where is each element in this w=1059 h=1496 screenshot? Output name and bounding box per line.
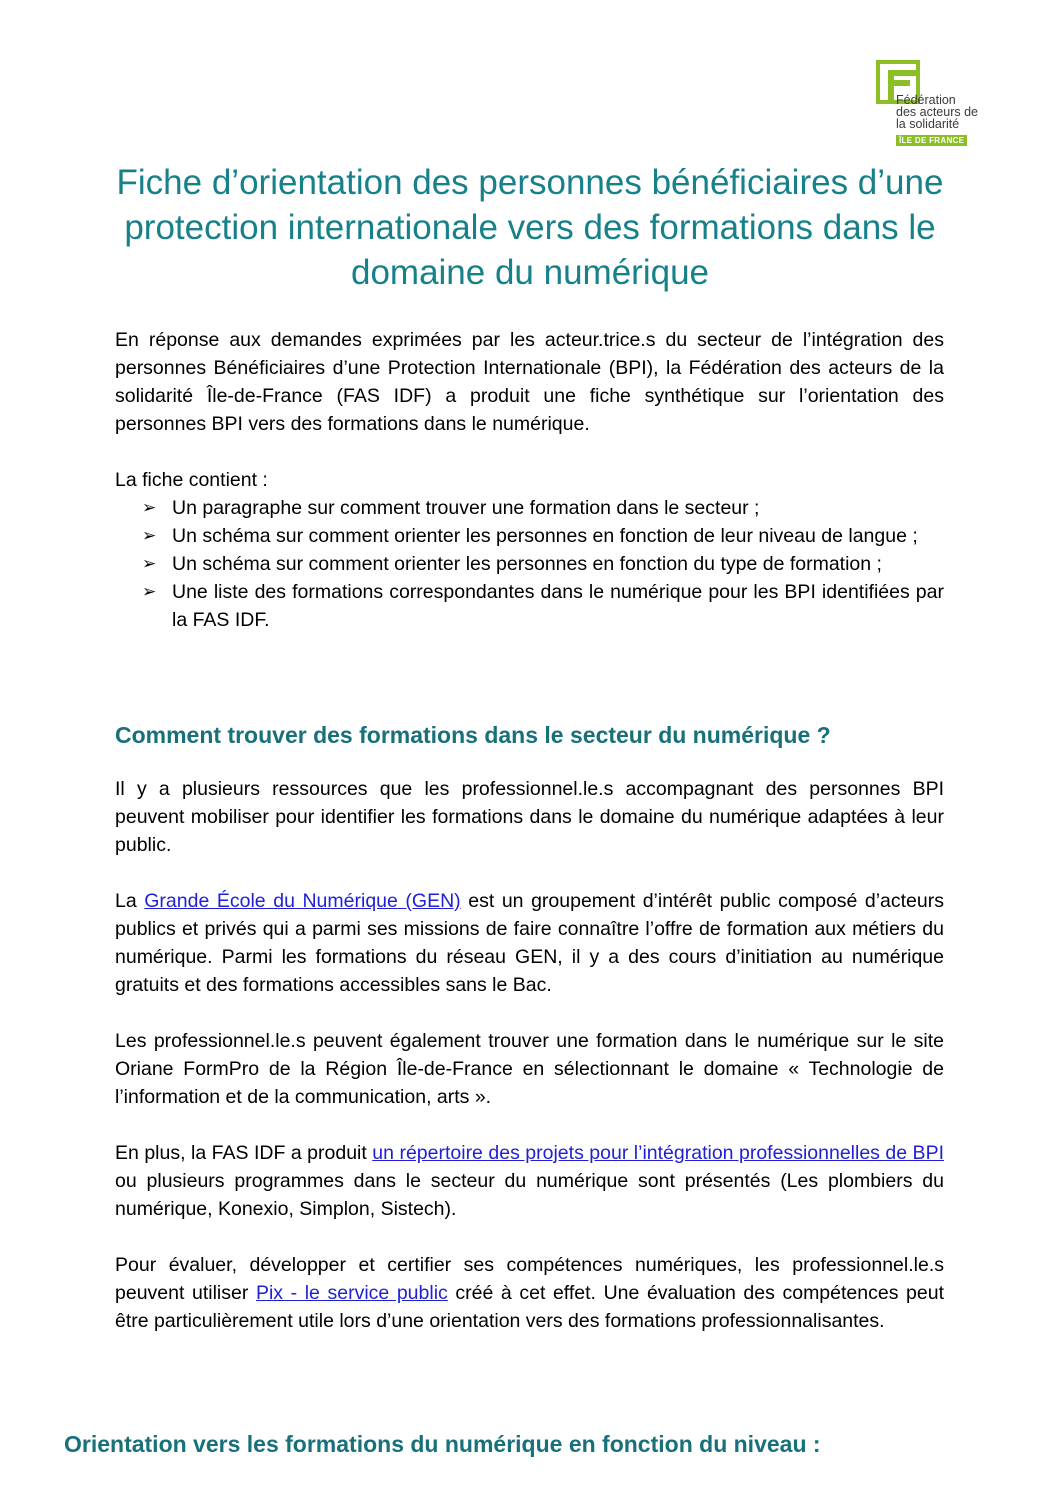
text-fragment: La: [115, 890, 145, 912]
text-fragment: créé à cet effet. Une évaluation des compétences peut être particulièrement utile lors d’une orientation vers des formations professionnalisantes.: [115, 1282, 944, 1332]
logo-line-1: Fédération: [896, 93, 956, 107]
paragraph-repertoire: [115, 1139, 944, 1223]
section-heading-orientation-level: Orientation vers les formations du numérique en fonction du niveau :: [64, 1431, 821, 1457]
section-heading-find-trainings: Comment trouver des formations dans le secteur du numérique ?: [115, 722, 831, 748]
list-item: [115, 494, 944, 522]
logo-line-3: la solidarité: [896, 117, 960, 131]
list-item-text: Une liste des formations correspondantes dans le numérique pour les BPI identifiées par la FAS IDF.: [172, 581, 944, 631]
list-item: [115, 522, 944, 550]
arrow-bullet-icon: ➢: [142, 526, 157, 545]
list-intro: La fiche contient :: [115, 469, 268, 491]
logo-text: [896, 94, 978, 130]
text-fragment: Pour évaluer, développer et certifier ses compétences numériques, les professionnel.le.s peuvent utiliser: [115, 1254, 944, 1304]
arrow-bullet-icon: ➢: [142, 554, 157, 573]
logo-line-2: des acteurs de: [896, 105, 978, 119]
paragraph-pix: [115, 1251, 944, 1335]
contents-list: [115, 494, 944, 634]
text-fragment: ou plusieurs programmes dans le secteur du numérique sont présentés (Les plombiers du numérique, Konexio, Simplon, Sistech).: [115, 1170, 944, 1220]
list-item: [115, 550, 944, 578]
list-item-text: Un schéma sur comment orienter les personnes en fonction de leur niveau de langue ;: [172, 525, 918, 547]
federation-logo: [876, 60, 998, 160]
intro-paragraph: En réponse aux demandes exprimées par les acteur.trice.s du secteur de l’intégration des personnes Bénéficiaires d’une Protection Internationale (BPI), la Fédération des acteurs de la solidarité Île-de-France (FAS IDF) a produit une fiche synthétique sur l’orientation des personnes BPI vers des formations dans le numérique.: [115, 329, 944, 435]
list-item-text: Un paragraphe sur comment trouver une formation dans le secteur ;: [172, 497, 760, 519]
document-title: Fiche d’orientation des personnes bénéficiaires d’une protection internationale vers des formations dans le domaine du numérique: [116, 163, 944, 292]
list-item-text: Un schéma sur comment orienter les personnes en fonction du type de formation ;: [172, 553, 882, 575]
paragraph-resources: Il y a plusieurs ressources que les professionnel.le.s accompagnant des personnes BPI peuvent mobiliser pour identifier les formations dans le domaine du numérique adaptées à leur public.: [115, 778, 944, 856]
arrow-bullet-icon: ➢: [142, 498, 157, 517]
section1-body: [115, 775, 944, 1335]
paragraph-gen: [115, 887, 944, 999]
logo-band: ÎLE DE FRANCE: [896, 135, 967, 146]
list-item: [115, 578, 944, 634]
link-pix[interactable]: Pix - le service public: [255, 1282, 448, 1304]
arrow-bullet-icon: ➢: [142, 582, 157, 601]
intro-block: [115, 326, 944, 634]
link-repertoire-projets[interactable]: un répertoire des projets pour l’intégration professionnelles de BPI: [372, 1142, 944, 1164]
link-grande-ecole-du-numerique[interactable]: Grande École du Numérique (GEN): [144, 890, 461, 912]
text-fragment: est un groupement d’intérêt public composé d’acteurs publics et privés qui a parmi ses missions de faire connaître l’offre de formation aux métiers du numérique. Parmi les formations du réseau GEN, il y a des cours d’initiation au numérique gratuits et des formations accessibles sans le Bac.: [115, 890, 944, 996]
paragraph-oriane: Les professionnel.le.s peuvent également trouver une formation dans le numérique sur le site Oriane FormPro de la Région Île-de-France en sélectionnant le domaine « Technologie de l’information et de la communication, arts ».: [115, 1030, 944, 1108]
text-fragment: En plus, la FAS IDF a produit: [115, 1142, 373, 1164]
